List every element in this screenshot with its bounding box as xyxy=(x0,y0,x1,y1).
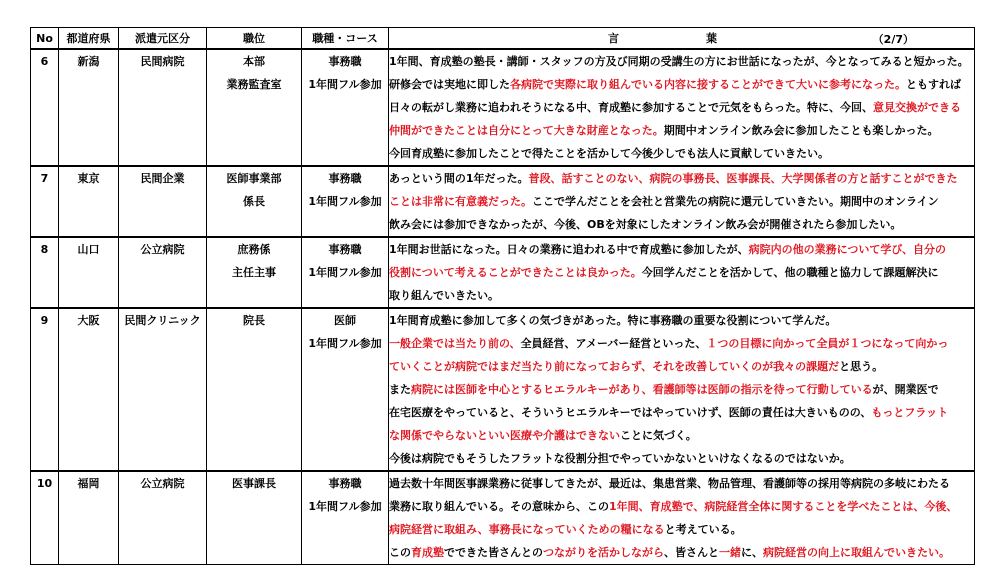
words-line xyxy=(389,401,974,424)
row-position-line: 医師事業部 xyxy=(226,172,282,185)
body-text: 1年間お世話になった。日々の業務に追われる中で育成塾に参加したが、 xyxy=(389,243,749,256)
row-position-line: 庶務係 xyxy=(237,243,271,256)
words-line xyxy=(389,261,974,284)
header-division: 派遣元区分 xyxy=(119,28,207,50)
row-course-line: 医師 xyxy=(334,314,356,327)
body-text: 在宅医療をやっていると、そういうヒエラルキーではやっていけず、医師の責任は大きいものの、 xyxy=(389,406,872,419)
row-position xyxy=(207,308,302,471)
body-text: ことに気づく。 xyxy=(620,429,697,442)
body-text: ここで学んだことを会社と営業先の病院に還元していきたい。期間中のオンライン xyxy=(532,195,939,208)
body-text: 飲み会には参加できなかったが、今後、OBを対象にしたオンライン飲み会が開催されたら参加したい。 xyxy=(389,218,902,231)
row-no xyxy=(31,166,59,237)
header-prefecture: 都道府県 xyxy=(59,28,119,50)
body-text: 業務に取り組んでいる。その意味から、この xyxy=(389,500,609,513)
row-no xyxy=(31,49,59,166)
row-course-line: 事務職 xyxy=(328,55,362,68)
row-division xyxy=(119,166,207,237)
body-text: 研修会では実地に即した xyxy=(389,78,510,91)
row-position-line: 本部 xyxy=(243,55,265,68)
row-prefecture-text: 東京 xyxy=(77,172,100,185)
row-position-line: 係長 xyxy=(243,195,265,208)
words-line xyxy=(389,378,974,401)
words-line xyxy=(389,447,974,470)
row-division-text: 公立病院 xyxy=(140,243,185,256)
row-course xyxy=(302,166,389,237)
table-row xyxy=(31,166,975,237)
row-no xyxy=(31,308,59,471)
body-text: ともすれば xyxy=(906,78,961,91)
row-prefecture-text: 新潟 xyxy=(77,55,100,68)
words-line xyxy=(389,495,974,518)
row-words xyxy=(389,49,975,166)
row-prefecture xyxy=(59,471,119,565)
highlight-text: 病院内の他の業務について学び、自分の xyxy=(748,243,946,256)
words-line xyxy=(389,142,974,165)
body-text: この xyxy=(389,546,411,559)
row-course-line: 1年間フル参加 xyxy=(308,337,382,350)
words-line xyxy=(389,309,974,332)
highlight-text: 一緒 xyxy=(719,546,741,559)
words-line xyxy=(389,96,974,119)
row-position-line: 医事課長 xyxy=(232,477,276,490)
words-line xyxy=(389,541,974,564)
table-row xyxy=(31,237,975,308)
row-course xyxy=(302,49,389,166)
row-words xyxy=(389,166,975,237)
body-text: 、皆さんと xyxy=(664,546,719,559)
row-prefecture xyxy=(59,166,119,237)
highlight-text: １つの目標に向かって全員が１つになって向かっ xyxy=(706,337,949,350)
table-row xyxy=(31,471,975,565)
highlight-text: もっとフラット xyxy=(871,406,949,419)
body-text: 今後は病院でもそうしたフラットな役割分担でやっていかないといけなくなるのではないか。 xyxy=(389,452,851,465)
body-text: 過去数十年間医事課業務に従事してきたが、最近は、集患営業、物品管理、看護師等の採用等病院の多岐にわたる xyxy=(389,477,950,490)
row-words xyxy=(389,237,975,308)
row-position xyxy=(207,49,302,166)
words-line xyxy=(389,190,974,213)
row-no-text: 7 xyxy=(40,172,49,185)
row-position-line: 業務監査室 xyxy=(226,78,282,91)
row-prefecture-text: 大阪 xyxy=(77,314,100,327)
row-division-text: 民間クリニック xyxy=(124,314,201,327)
header-words xyxy=(389,28,975,50)
header-course: 職種・コース xyxy=(302,28,389,50)
highlight-text: つながりを活かしながら xyxy=(543,546,664,559)
row-position xyxy=(207,237,302,308)
highlight-text: 各病院で実際に取り組んでいる内容に接することができて大いに参考になった。 xyxy=(510,78,906,91)
body-text: 今回育成塾に参加したことで得たことを活かして今後少しでも法人に貢献していきたい。 xyxy=(389,147,829,160)
highlight-text: 病院経営の向上に取組んでいきたい。 xyxy=(763,546,950,559)
words-line xyxy=(389,119,974,142)
row-prefecture-text: 福岡 xyxy=(77,477,100,490)
row-course-line: 事務職 xyxy=(328,243,362,256)
row-prefecture xyxy=(59,237,119,308)
table-row xyxy=(31,308,975,471)
body-text: また xyxy=(389,383,411,396)
row-no-text: 6 xyxy=(40,55,49,68)
row-division-text: 民間病院 xyxy=(140,55,185,68)
words-line xyxy=(389,355,974,378)
words-line xyxy=(389,50,974,73)
row-division-text: 民間企業 xyxy=(140,172,185,185)
row-prefecture xyxy=(59,49,119,166)
row-course-line: 1年間フル参加 xyxy=(308,195,382,208)
row-course-line: 1年間フル参加 xyxy=(308,500,382,513)
row-no-text: 8 xyxy=(40,243,49,256)
body-text: でできた皆さんとの xyxy=(444,546,543,559)
row-words xyxy=(389,308,975,471)
highlight-text: 育成塾 xyxy=(411,546,444,559)
comments-table xyxy=(30,27,975,565)
row-position-line: 主任主事 xyxy=(232,266,276,279)
words-line xyxy=(389,213,974,236)
row-division xyxy=(119,308,207,471)
words-line xyxy=(389,73,974,96)
row-course xyxy=(302,471,389,565)
header-words-label: 言 葉 xyxy=(608,32,755,45)
row-course xyxy=(302,308,389,471)
words-line xyxy=(389,332,974,355)
words-line xyxy=(389,238,974,261)
body-text: に、 xyxy=(741,546,763,559)
row-position xyxy=(207,166,302,237)
highlight-text: 意見交換ができる xyxy=(873,101,961,114)
words-line xyxy=(389,424,974,447)
body-text: 全員経営、アメーバー経営といった、 xyxy=(520,337,707,350)
highlight-text: 普段、話すことのない、病院の事務長、医事課長、大学関係者の方と話すことができた xyxy=(528,172,958,185)
body-text: 取り組んでいきたい。 xyxy=(389,289,499,302)
body-text: 日々の転がし業務に追われそうになる中、育成塾に参加することで元気をもらった。特に、今回、 xyxy=(389,101,873,114)
highlight-text: 病院経営に取組み、事務長になっていくための糧になる xyxy=(389,523,665,536)
highlight-text: な関係でやらないといい医療や介護はできない xyxy=(389,429,620,442)
header-row xyxy=(31,28,975,50)
header-no: No xyxy=(31,28,59,50)
row-course-line: 1年間フル参加 xyxy=(308,266,382,279)
page-indicator: （2/7） xyxy=(872,33,914,46)
row-position xyxy=(207,471,302,565)
row-course-line: 事務職 xyxy=(328,172,362,185)
row-division-text: 公立病院 xyxy=(140,477,185,490)
row-course xyxy=(302,237,389,308)
row-no-text: 10 xyxy=(36,477,53,490)
header-position: 職位 xyxy=(207,28,302,50)
row-words xyxy=(389,471,975,565)
row-prefecture-text: 山口 xyxy=(77,243,100,256)
words-line xyxy=(389,167,974,190)
highlight-text: 病院には医師を中心とするヒエラルキーがあり、看護師等は医師の指示を待って行動している xyxy=(411,383,873,396)
body-text: が、開業医で xyxy=(872,383,939,396)
highlight-text: 一般企業では当たり前の、 xyxy=(389,337,521,350)
body-text: と考えている。 xyxy=(664,523,742,536)
row-no xyxy=(31,471,59,565)
body-text: 期間中オンライン飲み会に参加したことも楽しかった。 xyxy=(663,124,939,137)
row-division xyxy=(119,237,207,308)
words-line xyxy=(389,518,974,541)
highlight-text: ことは非常に有意義だった。 xyxy=(389,195,532,208)
body-text: と思う。 xyxy=(839,360,884,373)
table-row xyxy=(31,49,975,166)
row-no-text: 9 xyxy=(40,314,49,327)
body-text: 今回学んだことを活かして、他の職種と協力して課題解決に xyxy=(641,266,939,279)
row-prefecture xyxy=(59,308,119,471)
highlight-text: 1年間、育成塾で、病院経営全体に関することを学べたことは、今後、 xyxy=(609,500,958,513)
body-text: 1年間、育成塾の塾長・講師・スタッフの方及び同期の受講生の方にお世話になったが、今となってみると短かった。 xyxy=(389,55,969,68)
row-position-line: 院長 xyxy=(243,314,265,327)
words-line xyxy=(389,472,974,495)
row-division xyxy=(119,49,207,166)
highlight-text: 役割について考えることができたことは良かった。 xyxy=(389,266,642,279)
row-division xyxy=(119,471,207,565)
body-text: 1年間育成塾に参加して多くの気づきがあった。特に事務職の重要な役割について学んだ。 xyxy=(389,314,837,327)
words-line xyxy=(389,284,974,307)
row-course-line: 事務職 xyxy=(328,477,362,490)
highlight-text: ていくことが病院ではまだ当たり前になっておらず、それを改善していくのが我々の課題だ xyxy=(389,360,840,373)
body-text: あっという間の1年だった。 xyxy=(389,172,529,185)
highlight-text: 仲間ができたことは自分にとって大きな財産となった。 xyxy=(389,124,664,137)
row-course-line: 1年間フル参加 xyxy=(308,78,382,91)
row-no xyxy=(31,237,59,308)
